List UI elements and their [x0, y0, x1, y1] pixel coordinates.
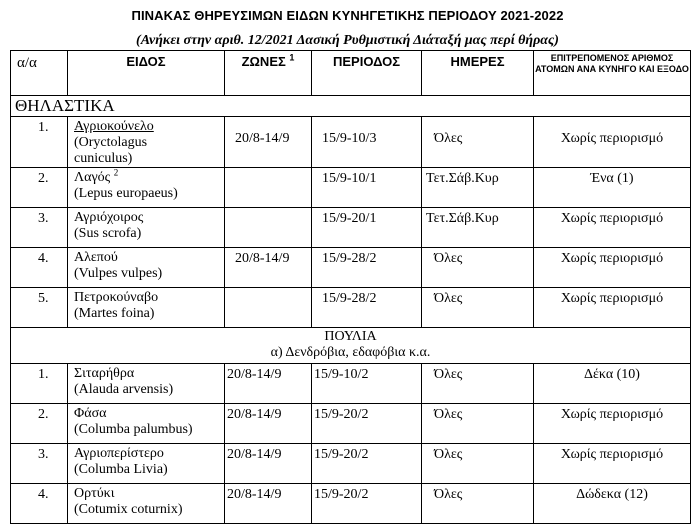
- zones-cell: 20/8-14/9: [225, 117, 312, 168]
- header-zones-label: ΖΩΝΕΣ: [241, 54, 286, 69]
- species-cell: [68, 117, 225, 168]
- species-name: Φάσα: [74, 406, 107, 421]
- days-cell: Όλες: [422, 444, 534, 484]
- section-label-birds: [11, 328, 691, 364]
- species-cell: [68, 248, 225, 288]
- species-name: Πετροκούναβο: [74, 290, 159, 305]
- row-number: 3.: [11, 444, 68, 484]
- period-cell: 15/9-20/2: [312, 404, 422, 444]
- species-name: Αγριοκούνελο: [74, 119, 154, 134]
- species-latin: (Alauda arvensis): [74, 382, 174, 397]
- species-cell: [68, 208, 225, 248]
- row-number: 4.: [11, 484, 68, 524]
- header-aa: α/α: [11, 51, 68, 96]
- birds-section-label: ΠΟΥΛΙΑ: [324, 329, 377, 344]
- zones-cell: 20/8-14/9: [225, 444, 312, 484]
- species-name: Αγριόχοιρος: [74, 210, 144, 225]
- table-header-row: [11, 51, 691, 96]
- period-cell: 15/9-28/2: [312, 248, 422, 288]
- species-latin: (Cotumix coturnix): [74, 502, 183, 517]
- species-cell: [68, 444, 225, 484]
- species-latin: (Oryctolagus: [74, 135, 148, 150]
- zones-cell: 20/8-14/9: [225, 364, 312, 404]
- row-number: 1.: [11, 364, 68, 404]
- document-title: ΠΙΝΑΚΑΣ ΘΗΡΕΥΣΙΜΩΝ ΕΙΔΩΝ ΚΥΝΗΓΕΤΙΚΗΣ ΠΕΡΙΟΔΟΥ 2021-2022: [131, 8, 564, 23]
- days-cell: Όλες: [422, 248, 534, 288]
- zones-cell: [225, 288, 312, 328]
- period-cell: 15/9-20/2: [312, 444, 422, 484]
- permitted-cell: Χωρίς περιορισμό: [534, 444, 691, 484]
- species-latin: (Columba palumbus): [74, 422, 193, 437]
- period-cell: 15/9-10/1: [312, 168, 422, 208]
- period-cell: 15/9-20/1: [312, 208, 422, 248]
- species-cell: [68, 288, 225, 328]
- table-row: [11, 168, 691, 208]
- days-cell: Όλες: [422, 404, 534, 444]
- permitted-cell: Χωρίς περιορισμό: [534, 208, 691, 248]
- table-row: [11, 208, 691, 248]
- table-row: [11, 117, 691, 168]
- species-name: Ορτύκι: [74, 486, 115, 501]
- table-row: [11, 404, 691, 444]
- period-cell: 15/9-10/3: [312, 117, 422, 168]
- table-row: [11, 288, 691, 328]
- header-days: [422, 51, 534, 96]
- species-cell: [68, 404, 225, 444]
- header-days-label: ΗΜΕΡΕΣ: [450, 54, 505, 69]
- species-name: Αλεπού: [74, 250, 118, 265]
- permitted-cell: Ένα (1): [534, 168, 691, 208]
- table-row: [11, 444, 691, 484]
- header-species-label: ΕΙΔΟΣ: [126, 54, 166, 69]
- header-permitted: ΕΠΙΤΡΕΠΟΜΕΝΟΣ ΑΡΙΘΜΟΣ ΑΤΟΜΩΝ ΑΝΑ ΚΥΝΗΓΟ ΚΑΙ ΕΞΟΔΟ: [534, 51, 691, 96]
- species-cell: [68, 364, 225, 404]
- permitted-cell: Χωρίς περιορισμό: [534, 117, 691, 168]
- document-subtitle: (Ανήκει στην αριθ. 12/2021 Δασική Ρυθμιστική Διάταξή μας περί θήρας): [136, 33, 559, 48]
- zones-cell: 20/8-14/9: [225, 484, 312, 524]
- species-name: Σιταρήθρα: [74, 366, 135, 381]
- section-row-birds: [11, 328, 691, 364]
- row-number: 2.: [11, 168, 68, 208]
- permitted-cell: Χωρίς περιορισμό: [534, 288, 691, 328]
- species-latin: (Columba Livia): [74, 462, 168, 477]
- permitted-cell: Χωρίς περιορισμό: [534, 404, 691, 444]
- period-cell: 15/9-20/2: [312, 484, 422, 524]
- zones-cell: [225, 168, 312, 208]
- days-cell: Όλες: [422, 117, 534, 168]
- section-row-mammals: [11, 96, 691, 117]
- row-number: 1.: [11, 117, 68, 168]
- row-number: 4.: [11, 248, 68, 288]
- table-row: [11, 248, 691, 288]
- species-latin: (Martes foina): [74, 306, 155, 321]
- header-zones-footnote: 1: [289, 52, 295, 63]
- permitted-cell: Χωρίς περιορισμό: [534, 248, 691, 288]
- period-cell: 15/9-28/2: [312, 288, 422, 328]
- zones-cell: 20/8-14/9: [225, 248, 312, 288]
- row-number: 2.: [11, 404, 68, 444]
- days-cell: Τετ.Σάβ.Κυρ: [422, 208, 534, 248]
- row-number: 3.: [11, 208, 68, 248]
- days-cell: Όλες: [422, 484, 534, 524]
- period-cell: 15/9-10/2: [312, 364, 422, 404]
- zones-cell: [225, 208, 312, 248]
- permitted-cell: Δώδεκα (12): [534, 484, 691, 524]
- species-latin: (Sus scrofa): [74, 226, 142, 241]
- species-latin: (Lepus europaeus): [74, 186, 178, 201]
- species-footnote: 2: [113, 167, 119, 178]
- header-period: [312, 51, 422, 96]
- days-cell: Όλες: [422, 288, 534, 328]
- species-cell: [68, 168, 225, 208]
- table-row: [11, 484, 691, 524]
- species-cell: [68, 484, 225, 524]
- section-label-mammals: ΘΗΛΑΣΤΙΚΑ: [11, 96, 691, 117]
- species-name: Λαγός: [74, 170, 111, 185]
- row-number: 5.: [11, 288, 68, 328]
- species-latin-cont: cuniculus): [74, 151, 133, 166]
- species-latin: (Vulpes vulpes): [74, 266, 163, 281]
- permitted-cell: Δέκα (10): [534, 364, 691, 404]
- days-cell: Όλες: [422, 364, 534, 404]
- header-period-label: ΠΕΡΙΟΔΟΣ: [332, 54, 400, 69]
- header-species: [68, 51, 225, 96]
- species-name: Αγριοπερίστερο: [74, 446, 164, 461]
- hunting-species-table: [10, 50, 691, 524]
- table-row: [11, 364, 691, 404]
- header-zones: [225, 51, 312, 96]
- zones-cell: 20/8-14/9: [225, 404, 312, 444]
- days-cell: Τετ.Σάβ.Κυρ: [422, 168, 534, 208]
- birds-subsection-label: α) Δενδρόβια, εδαφόβια κ.α.: [270, 345, 431, 360]
